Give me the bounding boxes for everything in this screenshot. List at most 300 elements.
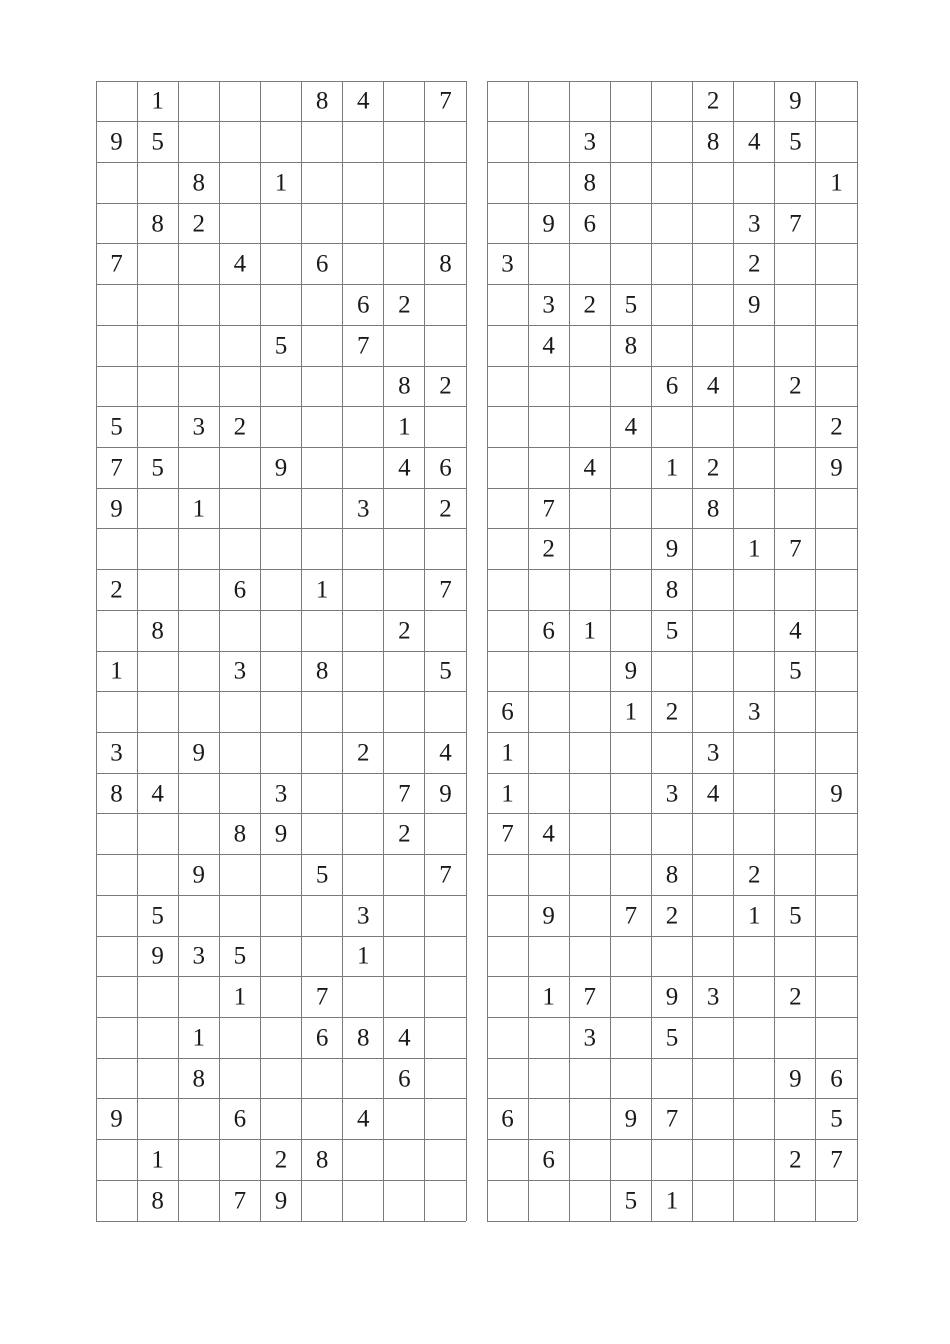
puzzle-cell [260, 122, 301, 163]
puzzle-cell [384, 325, 425, 366]
cell-digit: 2 [398, 820, 411, 848]
puzzle-cell [343, 1058, 384, 1099]
puzzle-cell [487, 895, 528, 936]
cell-digit: 6 [501, 1105, 514, 1133]
puzzle-cell [219, 325, 260, 366]
puzzle-cell [302, 325, 343, 366]
cell-digit: 3 [501, 250, 514, 278]
cell-digit: 2 [110, 576, 123, 604]
puzzle-cell [219, 1017, 260, 1058]
cell-digit: 7 [665, 1105, 679, 1133]
puzzle-cell [137, 325, 178, 366]
puzzle-cell [343, 447, 384, 488]
puzzle-cell [219, 692, 260, 733]
cell-digit: 6 [542, 617, 555, 645]
puzzle-cell [219, 1140, 260, 1181]
cell-digit: 3 [192, 942, 206, 970]
puzzle-cell [260, 977, 301, 1018]
cell-digit: 5 [789, 128, 802, 156]
puzzle-cell [219, 162, 260, 203]
puzzle-cell [487, 1017, 528, 1058]
puzzle-cell [734, 1099, 775, 1140]
puzzle-cell [734, 1017, 775, 1058]
puzzle-cell [178, 570, 219, 611]
puzzle-cell [569, 773, 610, 814]
puzzle-cell [487, 977, 528, 1018]
cell-digit: 6 [583, 210, 597, 237]
puzzle-cell [384, 855, 425, 896]
puzzle-cell [569, 651, 610, 692]
cell-digit: 1 [665, 1187, 679, 1215]
cell-digit: 6 [501, 698, 514, 726]
puzzle-cell [178, 285, 219, 326]
puzzle-cell [302, 610, 343, 651]
puzzle-cell [487, 407, 528, 448]
cell-digit: 7 [439, 87, 452, 115]
puzzle-cell [528, 773, 569, 814]
puzzle-cell [302, 692, 343, 733]
puzzle-cell [178, 651, 219, 692]
cell-digit: 9 [439, 780, 452, 807]
puzzle-cell [816, 936, 857, 977]
puzzle-cell [610, 203, 651, 244]
puzzle-cell [260, 81, 301, 122]
puzzle-cell [816, 1017, 857, 1058]
puzzle-cell [569, 814, 610, 855]
puzzle-cell [260, 1017, 301, 1058]
cell-digit: 1 [747, 902, 761, 930]
puzzle-cell [487, 855, 528, 896]
puzzle-cell [528, 244, 569, 285]
cell-digit: 1 [192, 495, 206, 522]
puzzle-cell [734, 1140, 775, 1181]
cell-digit: 3 [542, 291, 555, 319]
puzzle-cell [178, 122, 219, 163]
puzzle-cell [775, 570, 816, 611]
puzzle-cell [219, 1058, 260, 1099]
cell-digit: 6 [398, 1065, 411, 1092]
puzzle-cell [528, 855, 569, 896]
puzzle-cell [260, 855, 301, 896]
puzzle-cell [487, 162, 528, 203]
cell-digit: 1 [665, 454, 679, 482]
cell-digit: 2 [583, 291, 597, 319]
puzzle-cell [569, 407, 610, 448]
cell-digit: 1 [192, 1024, 206, 1052]
puzzle-cell [816, 977, 857, 1018]
puzzle-cell [302, 122, 343, 163]
puzzle-cell [302, 773, 343, 814]
puzzle-cell [775, 447, 816, 488]
puzzle-cell [343, 1180, 384, 1221]
puzzle-cell [569, 1140, 610, 1181]
puzzle-cell [137, 244, 178, 285]
puzzle-cell [343, 244, 384, 285]
cell-digit: 8 [398, 372, 411, 400]
puzzle-cell [816, 895, 857, 936]
puzzle-cell [569, 244, 610, 285]
puzzle-cell [734, 162, 775, 203]
puzzle-cell [384, 81, 425, 122]
cell-digit: 3 [706, 983, 720, 1011]
cell-digit: 5 [665, 617, 679, 645]
puzzle-cell [260, 244, 301, 285]
puzzle-cell [425, 162, 466, 203]
puzzle-cell [693, 570, 734, 611]
puzzle-cell [569, 1180, 610, 1221]
cell-digit: 8 [439, 250, 452, 278]
cell-digit: 4 [439, 739, 452, 767]
cell-digit: 7 [624, 902, 638, 930]
puzzle-cell [137, 1099, 178, 1140]
puzzle-cell [569, 1058, 610, 1099]
cell-digit: 7 [233, 1187, 247, 1215]
puzzle-cell [734, 814, 775, 855]
puzzle-cell [487, 285, 528, 326]
puzzle-cell [693, 1140, 734, 1181]
puzzle-cell [528, 1099, 569, 1140]
cell-digit: 1 [110, 657, 123, 685]
cell-digit: 5 [665, 1024, 679, 1052]
puzzle-cell [219, 81, 260, 122]
cell-digit: 8 [315, 1146, 329, 1174]
cell-digit: 4 [151, 780, 164, 807]
puzzle-cell [651, 244, 692, 285]
puzzle-cell [96, 285, 137, 326]
puzzle-cell [219, 895, 260, 936]
puzzle-cell [610, 732, 651, 773]
puzzle-cell [816, 325, 857, 366]
cell-digit: 8 [583, 169, 597, 197]
puzzle-cell [425, 529, 466, 570]
puzzle-cell [734, 570, 775, 611]
puzzle-cell [96, 203, 137, 244]
puzzle-cell [651, 732, 692, 773]
cell-digit: 1 [233, 983, 247, 1011]
cell-digit: 1 [356, 942, 370, 970]
puzzle-cell [178, 1140, 219, 1181]
puzzle-cell [816, 855, 857, 896]
puzzle-cell [734, 773, 775, 814]
puzzle-cell [816, 651, 857, 692]
cell-digit: 2 [706, 87, 720, 115]
puzzle-cell [693, 244, 734, 285]
puzzle-cell [528, 122, 569, 163]
cell-digit: 7 [501, 820, 514, 848]
cell-digit: 9 [789, 87, 802, 115]
puzzle-cell [219, 366, 260, 407]
cell-digit: 8 [192, 1065, 206, 1092]
puzzle-cell [651, 488, 692, 529]
puzzle-cell [96, 1058, 137, 1099]
cell-digit: 8 [315, 87, 329, 115]
puzzle-cell [343, 122, 384, 163]
puzzle-cell [487, 366, 528, 407]
cell-digit: 7 [830, 1146, 843, 1174]
puzzle-cell [260, 610, 301, 651]
puzzle-cell [569, 895, 610, 936]
puzzle-cell [651, 1140, 692, 1181]
puzzle-cell [610, 81, 651, 122]
cell-digit: 2 [706, 454, 720, 482]
cell-digit: 4 [398, 1024, 411, 1052]
puzzle-cell [137, 855, 178, 896]
puzzle-cell [219, 203, 260, 244]
puzzle-cell [569, 366, 610, 407]
puzzle-cell [775, 855, 816, 896]
puzzle-cell [816, 244, 857, 285]
puzzle-cell [775, 732, 816, 773]
puzzle-cell [384, 651, 425, 692]
puzzle-cell [302, 814, 343, 855]
puzzle-cell [96, 325, 137, 366]
cell-digit: 7 [356, 332, 370, 360]
cell-digit: 4 [747, 128, 761, 156]
puzzle-cell [302, 488, 343, 529]
puzzle-cell [219, 773, 260, 814]
puzzle-cell [610, 488, 651, 529]
cell-digit: 5 [233, 942, 247, 970]
cell-digit: 2 [439, 495, 452, 522]
puzzle-cell [569, 488, 610, 529]
cell-digit: 9 [830, 454, 843, 482]
cell-digit: 6 [315, 250, 329, 278]
puzzle-cell [302, 407, 343, 448]
puzzle-cell [528, 1058, 569, 1099]
cell-digit: 1 [151, 1146, 164, 1174]
puzzle-cell [425, 407, 466, 448]
puzzle-cell [487, 447, 528, 488]
puzzle-cell [178, 1099, 219, 1140]
puzzle-cell [610, 814, 651, 855]
cell-digit: 5 [151, 902, 164, 930]
puzzle-cell [610, 447, 651, 488]
cell-digit: 7 [542, 495, 555, 522]
cell-digit: 5 [624, 291, 638, 319]
cell-digit: 5 [789, 902, 802, 930]
puzzle-cell [260, 285, 301, 326]
puzzle-cell [487, 936, 528, 977]
puzzle-cell [384, 488, 425, 529]
puzzle-cell [610, 610, 651, 651]
cell-digit: 4 [542, 332, 555, 360]
puzzle-cell [137, 814, 178, 855]
puzzle-cell [775, 244, 816, 285]
puzzle-cell [775, 325, 816, 366]
puzzle-cell [260, 203, 301, 244]
puzzle-cell [569, 570, 610, 611]
cell-digit: 8 [192, 169, 206, 197]
puzzle-cell [343, 203, 384, 244]
cell-digit: 9 [151, 942, 164, 970]
puzzle-cell [651, 936, 692, 977]
puzzle-cell [384, 570, 425, 611]
puzzle-cell [425, 1140, 466, 1181]
cell-digit: 3 [583, 128, 597, 156]
puzzle-cell [775, 814, 816, 855]
puzzle-cell [260, 407, 301, 448]
cell-digit: 3 [583, 1024, 597, 1052]
puzzle-cell [651, 1058, 692, 1099]
puzzle-cell [178, 814, 219, 855]
puzzle-cell [96, 1140, 137, 1181]
puzzle-cell [528, 936, 569, 977]
puzzle-cell [384, 1099, 425, 1140]
cell-digit: 9 [110, 495, 123, 522]
cell-digit: 7 [439, 576, 452, 604]
puzzle-cell [775, 162, 816, 203]
puzzle-cell [302, 936, 343, 977]
cell-digit: 6 [830, 1065, 843, 1092]
puzzle-cell [816, 81, 857, 122]
puzzle-cell [610, 529, 651, 570]
puzzle-cell [178, 325, 219, 366]
puzzle-cell [425, 1180, 466, 1221]
puzzle-cell [693, 895, 734, 936]
puzzle-cell [487, 1140, 528, 1181]
puzzle-cell [96, 936, 137, 977]
puzzle-cell [651, 407, 692, 448]
cell-digit: 8 [665, 861, 679, 889]
cell-digit: 2 [747, 861, 761, 889]
puzzle-cell [96, 895, 137, 936]
cell-digit: 9 [110, 1105, 123, 1133]
puzzle-cell [487, 81, 528, 122]
puzzle-cell [343, 529, 384, 570]
puzzle-cell [569, 325, 610, 366]
cell-digit: 1 [398, 413, 411, 441]
puzzle-cell [734, 936, 775, 977]
puzzle-cell [816, 732, 857, 773]
cell-digit: 2 [274, 1146, 288, 1174]
cell-digit: 4 [624, 413, 638, 441]
puzzle-cell [734, 610, 775, 651]
puzzle-cell [487, 529, 528, 570]
cell-digit: 5 [789, 657, 802, 685]
cell-digit: 4 [706, 780, 720, 807]
puzzle-cell [137, 1017, 178, 1058]
puzzle-cell [569, 529, 610, 570]
puzzle-cell [178, 529, 219, 570]
puzzle-cell [610, 1140, 651, 1181]
cell-digit: 2 [789, 1146, 802, 1174]
puzzle-cell [610, 936, 651, 977]
puzzle-cell [734, 1180, 775, 1221]
puzzle-cell [487, 1058, 528, 1099]
puzzle-cell [610, 570, 651, 611]
cell-digit: 1 [315, 576, 329, 604]
puzzle-cell [178, 366, 219, 407]
puzzle-cell [693, 1099, 734, 1140]
puzzle-cell [775, 1017, 816, 1058]
puzzle-cell [610, 1017, 651, 1058]
puzzle-cell [137, 529, 178, 570]
puzzle-cell [96, 692, 137, 733]
puzzle-cell [343, 366, 384, 407]
cell-digit: 6 [233, 1105, 247, 1133]
puzzle-cell [384, 977, 425, 1018]
puzzle-cell [343, 855, 384, 896]
puzzle-cell [343, 692, 384, 733]
puzzle-cell [96, 814, 137, 855]
puzzle-cell [651, 81, 692, 122]
puzzle-cell [178, 692, 219, 733]
puzzle-cell [610, 977, 651, 1018]
puzzle-cell [260, 488, 301, 529]
cell-digit: 4 [706, 372, 720, 400]
puzzle-cell [260, 692, 301, 733]
puzzle-cell [693, 407, 734, 448]
puzzle-cell [734, 651, 775, 692]
cell-digit: 5 [151, 454, 164, 482]
puzzle-cell [610, 773, 651, 814]
puzzle-cell [137, 570, 178, 611]
puzzle-cell [693, 1058, 734, 1099]
puzzle-cell [178, 895, 219, 936]
cell-digit: 1 [151, 87, 164, 115]
cell-digit: 9 [830, 780, 843, 807]
puzzle-cell [528, 732, 569, 773]
puzzle-cell [137, 366, 178, 407]
left-puzzle-grid [96, 81, 466, 1221]
puzzle-cell [487, 610, 528, 651]
puzzle-cell [178, 244, 219, 285]
puzzle-cell [693, 692, 734, 733]
puzzle-cell [816, 1180, 857, 1221]
puzzle-cell [260, 570, 301, 611]
puzzle-cell [137, 692, 178, 733]
cell-digit: 4 [789, 617, 802, 645]
puzzle-cell [425, 977, 466, 1018]
cell-digit: 6 [542, 1146, 555, 1174]
puzzle-cell [693, 1180, 734, 1221]
puzzle-cell [816, 814, 857, 855]
puzzle-cell [569, 936, 610, 977]
puzzle-cell [384, 732, 425, 773]
puzzle-cell [219, 610, 260, 651]
puzzle-cell [343, 407, 384, 448]
puzzle-cell [734, 977, 775, 1018]
puzzle-cell [816, 203, 857, 244]
puzzle-cell [343, 651, 384, 692]
puzzle-cell [775, 488, 816, 529]
puzzle-cell [137, 285, 178, 326]
puzzle-cell [651, 814, 692, 855]
puzzle-cell [528, 692, 569, 733]
puzzle-cell [528, 81, 569, 122]
cell-digit: 6 [233, 576, 247, 604]
puzzle-cell [816, 366, 857, 407]
cell-digit: 8 [151, 1187, 164, 1215]
puzzle-cell [343, 977, 384, 1018]
puzzle-cell [487, 570, 528, 611]
puzzle-cell [260, 651, 301, 692]
puzzle-cell [734, 488, 775, 529]
puzzle-cell [302, 895, 343, 936]
puzzle-cell [302, 203, 343, 244]
puzzle-cell [384, 895, 425, 936]
puzzle-cell [693, 610, 734, 651]
puzzle-cell [816, 488, 857, 529]
cell-digit: 5 [151, 128, 164, 156]
cell-digit: 1 [542, 983, 555, 1011]
puzzle-cell [487, 651, 528, 692]
puzzle-cell [569, 855, 610, 896]
cell-digit: 2 [789, 983, 802, 1011]
puzzle-cell [816, 122, 857, 163]
puzzle-cell [651, 651, 692, 692]
puzzle-cell [693, 285, 734, 326]
